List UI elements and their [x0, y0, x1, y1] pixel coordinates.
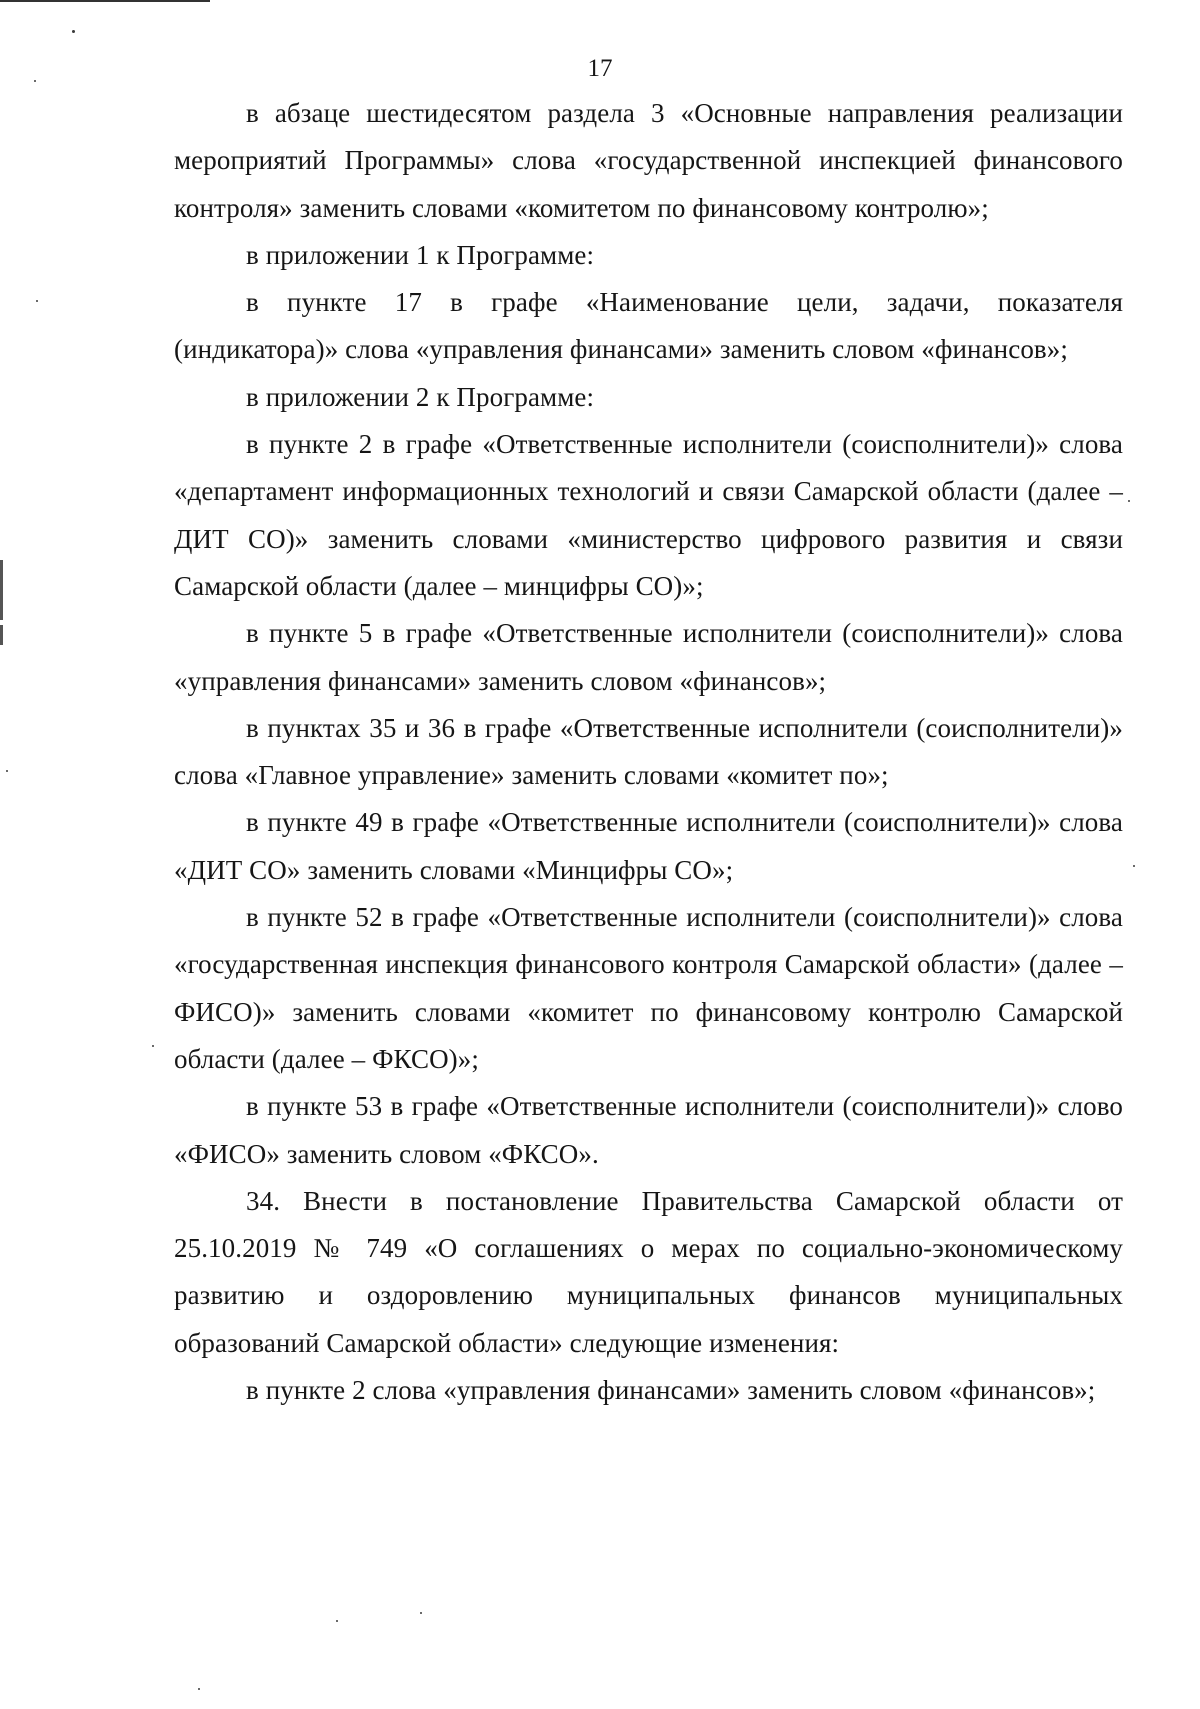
scan-speck: [6, 770, 8, 772]
paragraph-section-34: 34. Внести в постановление Правительства Самарской области от 25.10.2019 № 749 «О соглашениях о мерах по социально-экономическому развитию и оздоровлению муниципальных финансов муниципальных образований Самарской области» следующие изменения:: [174, 1185, 1123, 1358]
scan-speck: [1133, 865, 1135, 867]
scan-speck: [336, 1620, 338, 1622]
scan-edge-mark: [0, 625, 3, 645]
scan-speck: [36, 300, 38, 302]
paragraph-appendix-2-heading: в приложении 2 к Программе:: [246, 381, 595, 412]
scan-speck: [198, 1688, 200, 1690]
paragraph-section-34-item-2: в пункте 2 слова «управления финансами» заменить словом «финансов»;: [246, 1375, 1096, 1406]
paragraph-item-5: в пункте 5 в графе «Ответственные исполнители (соисполнители)» слова «управления финансами» заменить словом «финансов»;: [174, 618, 1123, 696]
scan-speck: [72, 30, 75, 33]
paragraph-items-35-36: в пунктах 35 и 36 в графе «Ответственные исполнители (соисполнители)» слова «Главное управление» заменить словами «комитет по»;: [174, 712, 1123, 791]
scan-speck: [34, 80, 36, 82]
paragraph-item-2: в пункте 2 в графе «Ответственные исполнители (соисполнители)» слова «департамент информационных технологий и связи Самарской области (далее – ДИТ СО)» заменить словами «министерство цифрового развития и связи Самарской области (далее – минцифры СО)»;: [174, 429, 1123, 601]
paragraph-item-17: в пункте 17 в графе «Наименование цели, задачи, показателя (индикатора)» слова «управления финансами» заменить словом «финансов»;: [174, 287, 1123, 365]
paragraph-sixtieth-abzats: в абзаце шестидесятом раздела 3 «Основные направления реализации мероприятий Программы» слова «государственной инспекцией финансового контроля» заменить словами «комитетом по финансовому контролю»;: [174, 98, 1123, 223]
scan-speck: [1128, 500, 1130, 502]
scan-edge-mark: [0, 560, 3, 620]
scan-speck: [420, 1612, 422, 1614]
paragraph-item-52: в пункте 52 в графе «Ответственные исполнители (соисполнители)» слова «государственная инспекция финансового контроля Самарской области» (далее – ФИСО)» заменить словами «комитет по финансовому контролю Самарской области (далее – ФКСО)»;: [174, 902, 1123, 1074]
page-number: 17: [587, 55, 613, 82]
scan-speck: [152, 1045, 154, 1047]
paragraph-appendix-1-heading: в приложении 1 к Программе:: [246, 239, 595, 270]
paragraph-item-49: в пункте 49 в графе «Ответственные исполнители (соисполнители)» слова «ДИТ СО» заменить словами «Минцифры СО»;: [174, 807, 1123, 885]
document-body: [174, 90, 1123, 1414]
paragraph-item-53: в пункте 53 в графе «Ответственные исполнители (соисполнители)» слово «ФИСО» заменить словом «ФКСО».: [174, 1091, 1123, 1169]
scan-top-edge-mark: [0, 0, 210, 2]
